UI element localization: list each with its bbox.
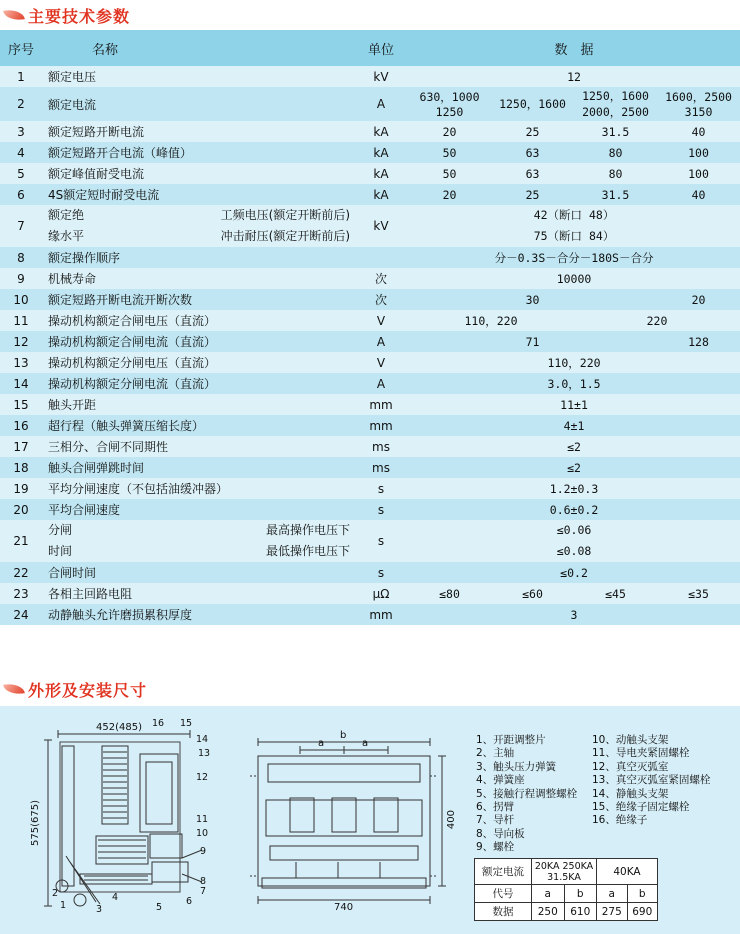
row-value: 63 [491,142,574,163]
section-header-dimensions [4,676,147,702]
row-unit: ms [354,436,408,457]
row-value: 3 [408,604,740,625]
table-row [0,142,740,163]
section-title: 外形及安装尺寸 [28,680,148,700]
row-unit: mm [354,394,408,415]
row-name: 触头合闸弹跳时间 [42,457,354,478]
row-no: 21 [0,520,42,562]
row-value: 31.5 [574,121,657,142]
row-name: 平均合闸速度 [42,499,354,520]
row-unit: A [354,373,408,394]
legend-right [592,734,710,828]
row-unit [354,247,408,268]
dim-value: 610 [564,903,597,921]
table-row [0,66,740,87]
row-name: 三相分、合闸不同期性 [42,436,354,457]
row-name: 操动机构额定分闸电流（直流） [42,373,354,394]
table-row [0,247,740,268]
row-unit: s [354,478,408,499]
part-number: 5 [156,902,163,913]
row-name: 额定电压 [42,66,354,87]
legend-item: 16、绝缘子 [592,814,648,827]
row-value: 3.0，1.5 [408,373,740,394]
row-value: 40 [657,184,740,205]
legend-item: 11、导电夹紧固螺栓 [592,747,690,760]
table-row [0,394,740,415]
legend-item: 13、真空灭弧室紧固螺栓 [592,774,711,787]
table-row [0,583,740,604]
table-row [0,436,740,457]
dim-header: 20KA 250KA 31.5KA [532,859,597,885]
row-value: 4±1 [408,415,740,436]
table-row [0,562,740,583]
legend-item: 8、导向板 [476,827,525,840]
row-no: 2 [0,87,42,121]
part-number: 6 [186,896,193,907]
part-number: 10 [196,828,209,839]
row-name: 额定短路开合电流（峰值） [42,142,354,163]
row-value: ≤60 [491,583,574,604]
row-no: 17 [0,436,42,457]
row-name: 额定短路开断电流开断次数 [42,289,354,310]
legend-left [476,734,577,855]
dim-code-label: 代号 [475,885,532,903]
side-view [44,730,202,906]
legend-item: 4、弹簧座 [476,774,525,787]
section-title: 主要技术参数 [28,6,131,26]
row-no: 16 [0,415,42,436]
dim-code: a [597,885,628,903]
part-number: 13 [198,748,211,759]
row-unit: s [354,562,408,583]
row-value: ≤45 [574,583,657,604]
row-no: 20 [0,499,42,520]
row-unit: ms [354,457,408,478]
row-subname: 工频电压(额定开断前后) [220,208,351,222]
row-value: 1250，1600 [491,87,574,121]
row-name: 缘水平 [48,229,85,243]
row-no: 18 [0,457,42,478]
table-row [0,331,740,352]
row-unit: 次 [354,289,408,310]
dim-code: b [627,885,658,903]
table-row [0,520,740,562]
row-unit: kA [354,163,408,184]
legend-item: 15、绝缘子固定螺栓 [592,801,690,814]
legend-item: 9、螺栓 [476,841,515,854]
row-no: 24 [0,604,42,625]
row-unit: kV [354,205,408,247]
table-row [0,121,740,142]
row-value: ≤0.06 [556,523,592,537]
row-value: 63 [491,163,574,184]
row-name: 时间 [48,544,73,558]
row-name: 各相主回路电阻 [42,583,354,604]
dim-value: 250 [532,903,565,921]
row-value: 1.2±0.3 [408,478,740,499]
part-number: 16 [152,718,165,729]
dim-width-label: 452(485) [96,722,142,733]
dim-height-label: 575(675) [30,800,41,846]
part-number: 14 [196,734,209,745]
row-name: 触头开距 [42,394,354,415]
row-value: ≤0.08 [556,544,592,558]
table-row [0,289,740,310]
row-unit: A [354,87,408,121]
row-no: 23 [0,583,42,604]
row-value: 12 [408,66,740,87]
section-header-specs [4,2,130,28]
row-value: 20 [408,184,491,205]
row-name: 额定操作顺序 [42,247,354,268]
spec-table [0,30,740,625]
row-unit: kA [354,142,408,163]
dim-a-label: a [318,738,325,749]
table-row [0,352,740,373]
row-unit: V [354,352,408,373]
legend-item: 14、静触头支架 [592,787,669,800]
legend-item: 6、拐臂 [476,801,515,814]
table-row [0,415,740,436]
row-name: 操动机构额定分闸电压（直流） [42,352,354,373]
row-no: 15 [0,394,42,415]
row-value: 10000 [408,268,740,289]
table-row [0,268,740,289]
dim-code: b [564,885,597,903]
row-no: 13 [0,352,42,373]
dim-400-label: 400 [446,810,457,830]
part-number: 9 [200,846,207,857]
header-no: 序号 [0,30,42,66]
row-value: 50 [408,163,491,184]
row-name: 操动机构额定合闸电流（直流） [42,331,354,352]
row-value: 100 [657,142,740,163]
row-no: 6 [0,184,42,205]
dim-header: 40KA [597,859,658,885]
row-name: 合闸时间 [42,562,354,583]
row-name: 4S额定短时耐受电流 [42,184,354,205]
row-unit: kA [354,121,408,142]
row-value: 80 [574,142,657,163]
table-row [0,205,740,247]
dim-header: 额定电流 [475,859,532,885]
part-number: 11 [196,814,209,825]
row-name: 额定短路开断电流 [42,121,354,142]
header-unit: 单位 [354,30,408,66]
part-number: 7 [200,886,207,897]
row-no: 9 [0,268,42,289]
dim-value: 275 [597,903,628,921]
part-number: 2 [52,888,59,899]
row-name: 额定峰值耐受电流 [42,163,354,184]
dim-b-label: b [340,730,347,741]
table-row [0,373,740,394]
header-name: 名称 [42,30,354,66]
row-value: ≤2 [408,436,740,457]
row-unit: A [354,331,408,352]
row-subname: 最低操作电压下 [266,544,351,558]
dim-code: a [532,885,565,903]
table-row [0,499,740,520]
row-value: ≤0.2 [408,562,740,583]
legend-item: 10、动触头支架 [592,734,669,746]
part-number: 15 [180,718,193,729]
row-no: 8 [0,247,42,268]
dimension-table [474,858,658,921]
row-name: 分闸 [48,523,73,537]
legend-item: 3、触头压力弹簧 [476,760,557,773]
row-unit: s [354,520,408,562]
row-name: 动静触头允许磨损累积厚度 [42,604,354,625]
row-value: 0.6±0.2 [408,499,740,520]
row-unit: 次 [354,268,408,289]
row-value: 110，220 [408,310,574,331]
leaf-icon [3,7,25,22]
row-no: 14 [0,373,42,394]
row-unit: kA [354,184,408,205]
row-no: 3 [0,121,42,142]
row-value: 75（断口 84） [533,229,615,243]
row-unit: μΩ [354,583,408,604]
table-row [0,310,740,331]
table-row [0,184,740,205]
row-value: 11±1 [408,394,740,415]
row-unit: mm [354,415,408,436]
row-name: 超行程（触头弹簧压缩长度） [42,415,354,436]
row-value: 1250，1600 2000，2500 [574,87,657,121]
leaf-icon [3,681,25,696]
row-name: 额定电流 [42,87,354,121]
dim-data-label: 数据 [475,903,532,921]
row-value: 40 [657,121,740,142]
row-value: 31.5 [574,184,657,205]
table-row [0,87,740,121]
row-value: 128 [657,331,740,352]
header-data: 数 据 [408,30,740,66]
row-subname: 最高操作电压下 [266,523,351,537]
table-row [0,163,740,184]
row-no: 19 [0,478,42,499]
part-number: 1 [60,900,67,911]
front-view [250,738,446,904]
part-number: 12 [196,772,209,783]
legend-item: 7、导杆 [476,814,515,827]
row-value: 25 [491,184,574,205]
row-value: 630，1000 1250 [408,87,491,121]
row-value: 1600，2500 3150 [657,87,740,121]
row-no: 12 [0,331,42,352]
dim-740-label: 740 [334,902,354,913]
row-no: 11 [0,310,42,331]
row-value: 80 [574,163,657,184]
row-unit: V [354,310,408,331]
row-name: 平均分闸速度（不包括油缓冲器） [42,478,354,499]
row-value: 42（断口 48） [533,208,615,222]
part-number: 3 [96,904,103,915]
row-value: ≤80 [408,583,491,604]
table-row [0,604,740,625]
table-row [0,478,740,499]
row-name: 额定绝 [48,208,85,222]
legend-item: 12、真空灭弧室 [592,760,669,773]
dim-value: 690 [627,903,658,921]
row-value: ≤35 [657,583,740,604]
table-row [0,457,740,478]
row-unit: mm [354,604,408,625]
row-value: 20 [408,121,491,142]
row-name: 机械寿命 [42,268,354,289]
row-no: 22 [0,562,42,583]
part-number: 8 [200,876,207,887]
row-value: 30 [408,289,657,310]
row-value: 分－0.3S－合分－180S－合分 [408,247,740,268]
row-value: 50 [408,142,491,163]
part-number: 4 [112,892,119,903]
row-no: 10 [0,289,42,310]
row-value: 110，220 [408,352,740,373]
row-unit: s [354,499,408,520]
legend-item: 2、主轴 [476,747,515,760]
row-value: 220 [574,310,740,331]
row-subname: 冲击耐压(额定开断前后) [220,229,351,243]
legend-item: 1、开距调整片 [476,734,546,746]
row-no: 5 [0,163,42,184]
row-value: 100 [657,163,740,184]
row-no: 7 [0,205,42,247]
legend-item: 5、接触行程调整螺栓 [476,787,578,800]
row-value: 71 [408,331,657,352]
row-value: 20 [657,289,740,310]
row-no: 1 [0,66,42,87]
row-no: 4 [0,142,42,163]
row-value: ≤2 [408,457,740,478]
row-unit: kV [354,66,408,87]
dim-a-label: a [362,738,369,749]
row-name: 操动机构额定合闸电压（直流） [42,310,354,331]
row-value: 25 [491,121,574,142]
